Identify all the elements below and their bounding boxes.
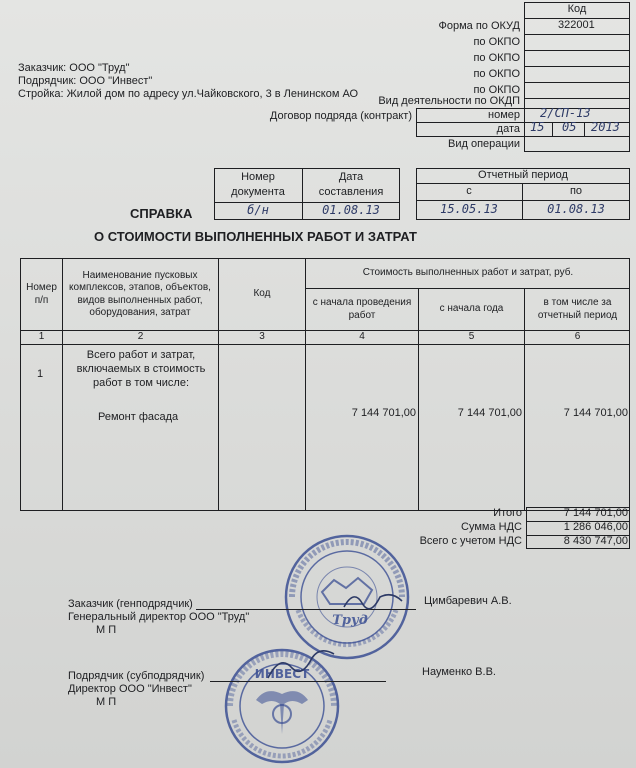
customer-line: Заказчик: ООО "Труд" [18, 62, 130, 74]
contract-number-label: номер [488, 109, 520, 121]
grand-total-value: 8 430 747,00 [563, 535, 628, 547]
grand-total-label: Всего с учетом НДС [419, 535, 522, 547]
period-to-label: по [569, 185, 583, 197]
row-item-name: Ремонт фасада [98, 411, 179, 423]
contractor-post: Директор ООО "Инвест" [68, 683, 192, 695]
trud-seal-text: Труд [332, 613, 368, 628]
customer-post: Генеральный директор ООО "Труд" [68, 611, 250, 623]
contract-date-label: дата [496, 123, 520, 135]
okud-value: 322001 [558, 19, 595, 31]
row-value-period: 7 144 701,00 [563, 407, 628, 419]
invest-seal-text: ИНВЕСТ [254, 667, 310, 681]
vat-label: Сумма НДС [461, 521, 522, 533]
col-header-year: с начала года [439, 303, 504, 315]
col-header-name: Наименование пусковых комплексов, этапов, объектов, видов выполненных работ, оборудования, затрат [69, 269, 211, 318]
total-label: Итого [493, 507, 522, 519]
row-value-start: 7 144 701,00 [351, 407, 416, 419]
okpo-label-1: по ОКПО [473, 36, 520, 48]
customer-role: Заказчик (генподрядчик) [68, 598, 193, 610]
okpo-label-2: по ОКПО [473, 52, 520, 64]
okpo-label-4: по ОКПО [473, 84, 520, 96]
document-title: СПРАВКА [130, 206, 193, 221]
period-to-value: 01.08.13 [547, 202, 605, 216]
contract-date-month: 05 [562, 120, 577, 134]
customer-mp: М П [96, 624, 117, 636]
operation-label: Вид операции [448, 138, 520, 150]
document-subtitle: О СТОИМОСТИ ВЫПОЛНЕННЫХ РАБОТ И ЗАТРАТ [94, 229, 417, 244]
contractor-role: Подрядчик (субподрядчик) [68, 670, 205, 682]
doc-date-header-2: составления [318, 186, 384, 198]
contractor-signatory-name: Науменко В.В. [422, 666, 496, 678]
period-from-value: 15.05.13 [440, 202, 498, 216]
doc-date-value: 01.08.13 [322, 203, 380, 217]
col-header-num: Номер п/п [26, 282, 57, 306]
doc-number-value: б/н [247, 203, 269, 217]
contract-date-year: 2013 [591, 120, 620, 134]
col-header-start: с начала проведения работ [312, 297, 412, 321]
codes-header: Код [567, 3, 587, 15]
period-from-label: с [466, 185, 472, 197]
contract-date-day: 15 [530, 120, 545, 134]
col-index-5: 5 [468, 331, 475, 343]
col-index-6: 6 [574, 331, 581, 343]
col-header-period: в том числе за отчетный период [537, 297, 618, 321]
okud-label: Форма по ОКУД [438, 20, 520, 32]
col-index-3: 3 [259, 331, 265, 343]
row-value-year: 7 144 701,00 [457, 407, 522, 419]
col-header-code: Код [253, 288, 271, 300]
contractor-signature [262, 644, 342, 684]
customer-signature [340, 585, 410, 615]
col-header-cost-group: Стоимость выполненных работ и затрат, руб. [362, 267, 574, 279]
okpo-label-3: по ОКПО [473, 68, 520, 80]
col-index-1: 1 [38, 331, 45, 343]
row-number: 1 [37, 368, 44, 380]
col-index-2: 2 [137, 331, 144, 343]
contract-number-value: 2/СП-13 [540, 106, 591, 120]
doc-number-header-1: Номер [241, 171, 275, 183]
contractor-line: Подрядчик: ООО "Инвест" [18, 75, 153, 87]
doc-number-header-2: документа [231, 186, 285, 198]
col-index-4: 4 [359, 331, 365, 343]
doc-date-header-1: Дата [338, 171, 364, 183]
contractor-mp: М П [96, 696, 117, 708]
period-header: Отчетный период [478, 169, 568, 181]
customer-signatory-name: Цимбаревич А.В. [424, 595, 512, 607]
total-value: 7 144 701,00 [563, 507, 628, 519]
vat-value: 1 286 046,00 [563, 521, 628, 533]
okdp-label: Вид деятельности по ОКДП [378, 95, 520, 107]
site-line: Стройка: Жилой дом по адресу ул.Чайковского, 3 в Ленинском АО [18, 88, 359, 100]
row-description: Всего работ и затрат, включаемых в стоимость работ в том числе: [76, 349, 206, 389]
contract-label: Договор подряда (контракт) [269, 110, 412, 122]
